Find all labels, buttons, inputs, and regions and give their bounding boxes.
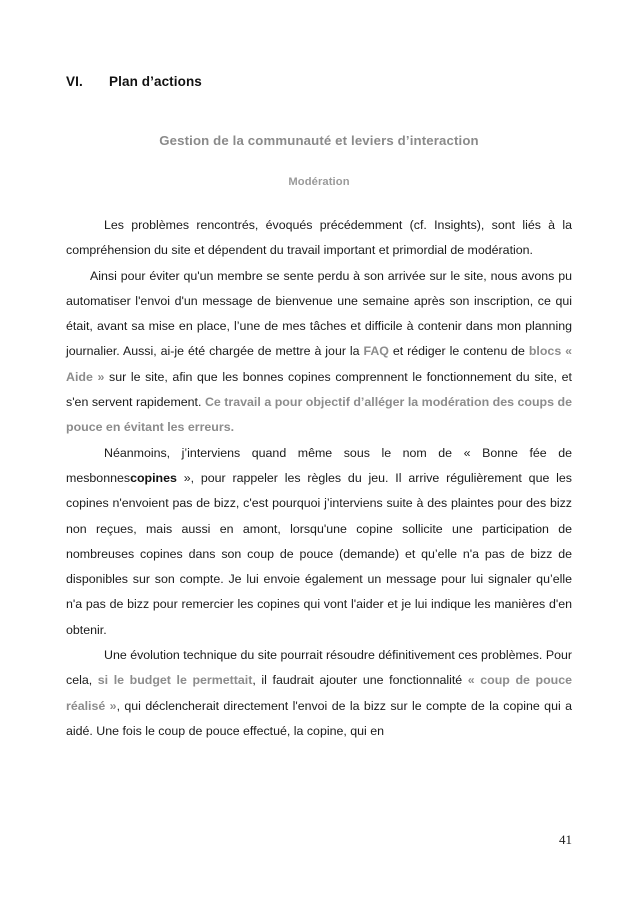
paragraph-4-run-3: , il faudrait ajouter une fonctionnalité [252,673,468,688]
paragraph-2-run-3: et rédiger le contenu de [388,344,529,359]
emphasis-blocs-aide: blocs « Aide » [66,344,573,384]
paragraph-3-run-3: », pour rappeler les règles du jeu. Il arrive régulièrement que les copines n'envoient pas de bizz, c'est pourquoi j’interviens suite à des plaintes pour des bizz non reçues, mais aussi en amont, lorsqu'une copine sollicite une participation de nombreuses copines dans son coup de pouce (demande) et qu’elle n'a pas de bizz de disponibles sur son compte. Je lui envoie également un message pour lui signaler qu’elle n'a pas de bizz pour remercier les copines qui vont l'aider et je lui indique les manières d'en obtenir. [66,470,572,637]
section-title: Plan d’actions [109,74,202,89]
body-text-block [66,188,572,744]
emphasis-coup-de-pouce-realise: « coup de pouce réalisé » [66,673,573,713]
paragraph-4-run-1: Une évolution technique du site pourrait résoudre définitivement ces problèmes. Pour cela, [66,648,572,688]
subheading-primary: Gestion de la communauté et leviers d’interaction [159,133,479,148]
section-number: VI. [66,74,83,89]
paragraph-1-run-1: Les problèmes rencontrés, évoqués précédemment (cf. Insights), sont liés à la compréhension du site et dépendent du travail important et primordial de modération. [66,218,572,258]
paragraph-2-run-1: Ainsi pour éviter qu'un membre se sente perdu à son arrivée sur le site, nous avons pu automatiser l'envoi d'un message de bienvenue une semaine après son inscription, ce qui était, avant sa mise en place, l’une de mes tâches et difficile à contenir dans mon planning journalier. Aussi, ai-je été chargée de mettre à jour la [66,268,572,359]
emphasis-copines: copines [130,470,177,485]
subheading-secondary: Modération [288,176,350,188]
paragraph-4 [66,643,572,744]
paragraph-3-run-1: Néanmoins, j’interviens quand même sous le nom de « Bonne fée de mesbonnes [66,445,572,485]
page-content [66,0,572,744]
paragraph-2 [66,264,572,441]
emphasis-objectif: Ce travail a pour objectif d’alléger la modération des coups de pouce en évitant les erreurs. [66,395,572,435]
emphasis-budget: si le budget le permettait [97,673,253,688]
paragraph-3 [66,441,572,643]
paragraph-2-run-5: sur le site, afin que les bonnes copines comprennent le fonctionnement du site, et s'en servent rapidement. [66,369,572,410]
emphasis-faq: FAQ [363,344,389,359]
section-heading [66,0,572,89]
page-number: 41 [559,832,572,847]
paragraph-1 [66,213,572,264]
paragraph-4-run-5: , qui déclencherait directement l'envoi de la bizz sur le compte de la copine qui a aidé. Une fois le coup de pouce effectué, la copine, qui en [66,698,572,738]
